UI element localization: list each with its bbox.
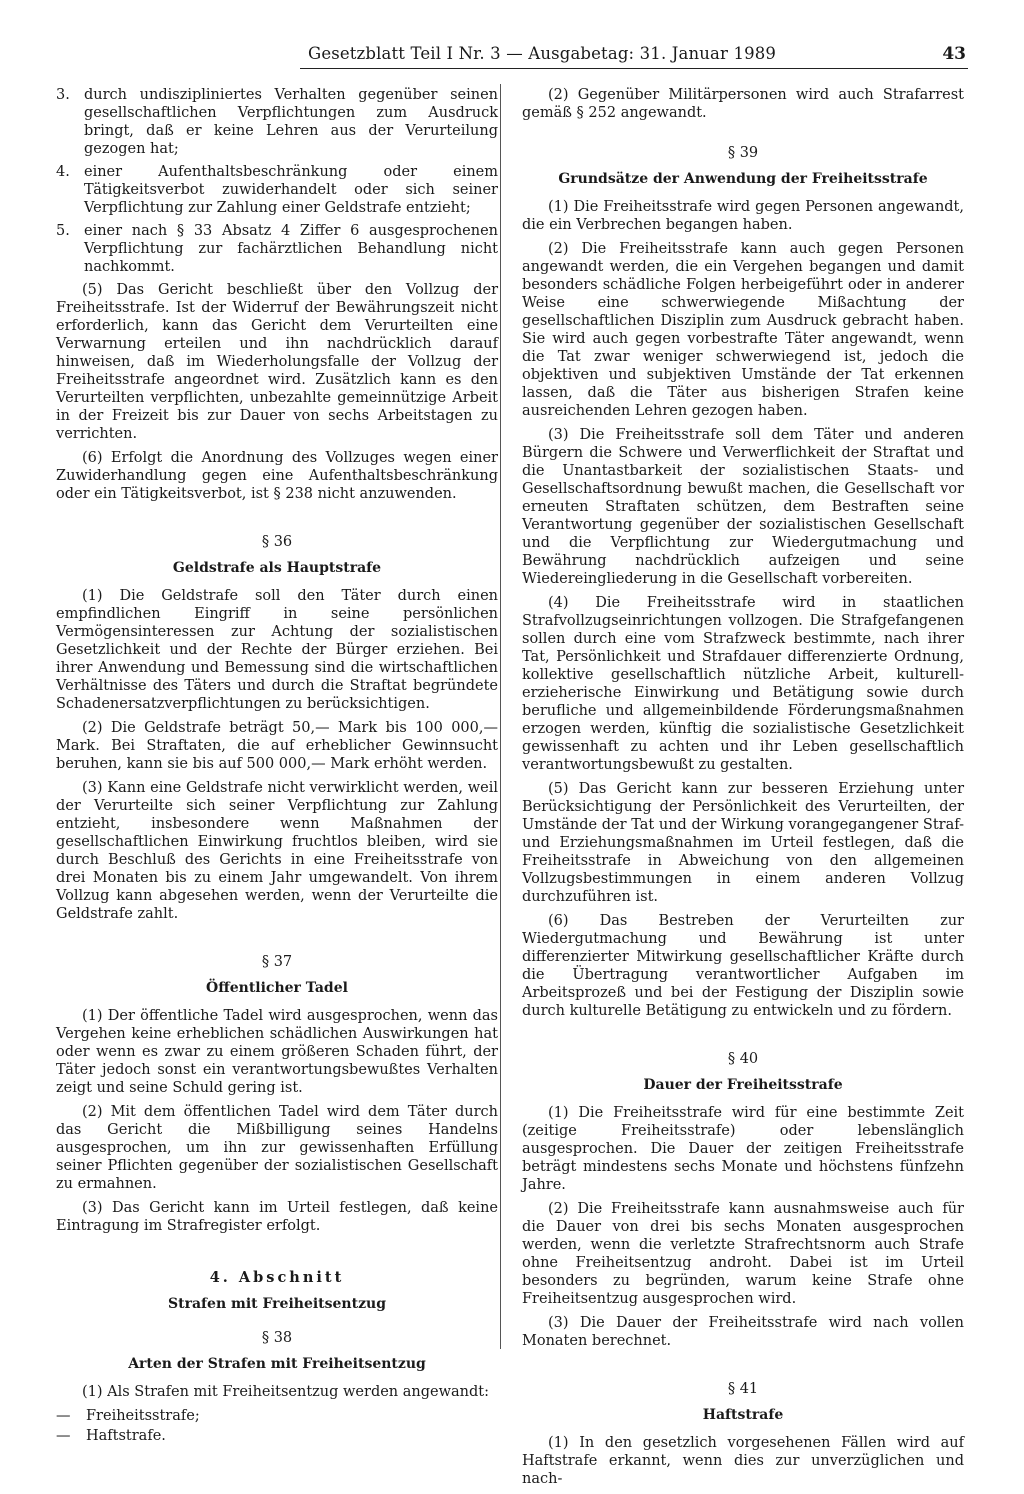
left-column — [56, 86, 498, 1447]
paragraph: (3) Die Freiheitsstrafe soll dem Täter und anderen Bürgern die Schwere und Verwerflichkeit der Straftat und die Unantastbarkeit der sozialistischen Staats- und Gesellschaftsordnung bewußt machen, die Gesellschaft vor erneuten Straftaten schützen, dem Bestraften seine Verantwortung gegenüber der sozialistischen Gesellschaft und die Verpflichtung zur Wiedergutmachung und Bewährung nachdrücklich aufzeigen und seine Wiedereingliederung in die Gesellschaft vorbereiten. — [522, 427, 964, 587]
section-title: Haftstrafe — [702, 1407, 784, 1423]
dash-list-item: — Haftstrafe. — [56, 1428, 166, 1444]
paragraph: (1) Die Geldstrafe soll den Täter durch einen empfindlichen Eingriff in seine persönlichen Vermögensinteressen zur Achtung der sozialistischen Gesetzlichkeit und der Rechte der Bürger erziehen. Bei ihrer Anwendung und Bemessung sind die wirtschaftlichen Verhältnisse des Täters und durch die Straftat begründete Schadenersatzverpflichtungen zu berücksichtigen. — [56, 588, 498, 712]
section-number: § 37 — [261, 954, 293, 970]
chapter-number: 4. Abschnitt — [209, 1269, 345, 1286]
right-column — [522, 86, 964, 1494]
paragraph: (2) Die Freiheitsstrafe kann auch gegen Personen angewandt werden, die ein Vergehen begangen und damit besonders schädliche Folgen herbeigeführt oder in anderer Weise eine schwerwiegende Mißachtung der gesellschaftlichen Disziplin zum Ausdruck gebracht haben. Sie wird auch gegen vorbestrafte Täter angewandt, wenn die Tat zwar weniger schwerwiegend ist, jedoch die objektiven und subjektiven Umstände der Tat erkennen lassen, daß die Täter aus bisherigen Strafen keine ausreichenden Lehren gezogen haben. — [522, 241, 964, 419]
section-number: § 39 — [727, 145, 759, 161]
list-item — [56, 222, 498, 276]
section-title: Öffentlicher Tadel — [206, 980, 348, 996]
paragraph: (5) Das Gericht beschließt über den Vollzug der Freiheitsstrafe. Ist der Widerruf der Bewährungszeit nicht erforderlich, kann das Gericht dem Verurteilten eine Verwarnung erteilen und ihn nachdrücklich darauf hinweisen, daß im Wiederholungsfalle der Vollzug der Freiheitsstrafe angeordnet wird. Zusätzlich kann es den Verurteilten verpflichten, unbezahlte gemeinnützige Arbeit in der Freizeit bis zur Dauer von sechs Arbeitstagen zu verrichten. — [56, 282, 498, 442]
section-title: Dauer der Freiheitsstrafe — [643, 1077, 843, 1093]
list-number: 4. — [56, 164, 70, 180]
paragraph: (2) Die Freiheitsstrafe kann ausnahmsweise auch für die Dauer von drei bis sechs Monaten ausgesprochen werden, wenn die verletzte Strafrechtsnorm auch Strafe ohne Freiheitsentzug androht. Dabei ist im Urteil besonders zu begründen, warum keine Strafe ohne Freiheitsentzug ausgesprochen wird. — [522, 1201, 964, 1307]
paragraph: (6) Erfolgt die Anordnung des Vollzuges wegen einer Zuwiderhandlung gegen eine Aufenthaltsbeschränkung oder ein Tätigkeitsverbot, ist § 238 nicht anzuwenden. — [56, 450, 498, 502]
paragraph: (1) Als Strafen mit Freiheitsentzug werden angewandt: — [82, 1384, 489, 1400]
section-number: § 36 — [261, 534, 293, 550]
list-number: 5. — [56, 223, 70, 239]
section-title: Arten der Strafen mit Freiheitsentzug — [128, 1356, 426, 1372]
section-number: § 40 — [727, 1051, 759, 1067]
list-text: durch undiszipliniertes Verhalten gegenüber seinen gesellschaftlichen Verpflichtungen zum Ausdruck bringt, daß er keine Lehren aus der Verurteilung gezogen hat; — [84, 87, 498, 157]
chapter-title: Strafen mit Freiheitsentzug — [168, 1296, 386, 1312]
list-number: 3. — [56, 87, 70, 103]
paragraph: (2) Die Geldstrafe beträgt 50,— Mark bis 100 000,— Mark. Bei Straftaten, die auf erheblicher Gewinnsucht beruhen, kann sie bis auf 500 000,— Mark erhöht werden. — [56, 720, 498, 772]
column-divider — [500, 84, 501, 1349]
header-title: Gesetzblatt Teil I Nr. 3 — Ausgabetag: 31. Januar 1989 — [308, 44, 777, 63]
list-text: einer nach § 33 Absatz 4 Ziffer 6 ausgesprochenen Verpflichtung zur fachärztlichen Behandlung nicht nachkommt. — [84, 223, 498, 275]
paragraph: (6) Das Bestreben der Verurteilten zur Wiedergutmachung und Bewährung ist unter differenzierter Mitwirkung gesellschaftlicher Kräfte durch die Übertragung verantwortlicher Aufgaben im Arbeitsprozeß und bei der Festigung der Disziplin sowie durch kulturelle Betätigung zu entwickeln und zu fördern. — [522, 913, 964, 1019]
paragraph: (3) Das Gericht kann im Urteil festlegen, daß keine Eintragung im Strafregister erfolgt. — [56, 1200, 498, 1234]
paragraph: (4) Die Freiheitsstrafe wird in staatlichen Strafvollzugseinrichtungen vollzogen. Die Strafgefangenen sollen durch eine vom Strafzweck bestimmte, nach ihrer Tat, Persönlichkeit und Strafdauer differenzierte Ordnung, kollektive gesellschaftlich nützliche Arbeit, kulturell-erzieherische Einwirkung und Betätigung sowie durch berufliche und allgemeinbildende Förderungsmaßnahmen erzogen werden, künftig die sozialistische Gesetzlichkeit gewissenhaft zu achten und ihr Leben gesellschaftlich verantwortungsbewußt zu gestalten. — [522, 595, 964, 773]
dash-list-text: Freiheitsstrafe; — [86, 1408, 200, 1424]
section-title: Geldstrafe als Hauptstrafe — [172, 560, 382, 576]
list-text: einer Aufenthaltsbeschränkung oder einem Tätigkeitsverbot zuwiderhandelt oder sich seiner Verpflichtung zur Zahlung einer Geldstrafe entzieht; — [84, 164, 498, 216]
paragraph: (5) Das Gericht kann zur besseren Erziehung unter Berücksichtigung der Persönlichkeit des Verurteilten, der Umstände der Tat und der Wirkung vorangegangener Straf- und Erziehungsmaßnahmen im Urteil festlegen, daß die Freiheitsstrafe in Abweichung von den allgemeinen Vollzugsbestimmungen in einem anderen Vollzug durchzuführen ist. — [522, 781, 964, 905]
page-number: 43 — [942, 44, 966, 64]
paragraph: (1) In den gesetzlich vorgesehenen Fällen wird auf Haftstrafe erkannt, wenn dies zur unverzüglichen und nach- — [522, 1435, 964, 1487]
paragraph: (3) Die Dauer der Freiheitsstrafe wird nach vollen Monaten berechnet. — [522, 1315, 964, 1349]
list-item — [56, 86, 498, 158]
paragraph: (1) Die Freiheitsstrafe wird für eine bestimmte Zeit (zeitige Freiheitsstrafe) oder lebenslänglich ausgesprochen. Die Dauer der zeitigen Freiheitsstrafe beträgt mindestens sechs Monate und höchstens fünfzehn Jahre. — [522, 1105, 964, 1193]
dash-list-item: — Freiheitsstrafe; — [56, 1408, 200, 1424]
paragraph: (2) Mit dem öffentlichen Tadel wird dem Täter durch das Gericht die Mißbilligung seines Handelns ausgesprochen, um ihn zur gewissenhaften Erfüllung seiner Pflichten gegenüber der sozialistischen Gesellschaft zu ermahnen. — [56, 1104, 498, 1192]
page-header — [300, 42, 968, 69]
paragraph: (1) Der öffentliche Tadel wird ausgesprochen, wenn das Vergehen keine erheblichen schädlichen Auswirkungen hat oder wenn es zwar zu einem größeren Schaden führt, der Täter jedoch sonst ein verantwortungsbewußtes Verhalten zeigt und seine Schuld gering ist. — [56, 1008, 498, 1096]
section-number: § 38 — [261, 1330, 293, 1346]
dash-list-text: Haftstrafe. — [86, 1428, 166, 1444]
list-item — [56, 163, 498, 217]
paragraph: (3) Kann eine Geldstrafe nicht verwirklicht werden, weil der Verurteilte sich seiner Verpflichtung zur Zahlung entzieht, insbesondere wenn Maßnahmen der gesellschaftlichen Einwirkung fruchtlos bleiben, wird sie durch Beschluß des Gerichts in eine Freiheitsstrafe von drei Monaten bis zu einem Jahr umgewandelt. Von ihrem Vollzug kann abgesehen werden, wenn der Verurteilte die Geldstrafe zahlt. — [56, 780, 498, 922]
section-number: § 41 — [727, 1381, 759, 1397]
paragraph: (1) Die Freiheitsstrafe wird gegen Personen angewandt, die ein Verbrechen begangen haben. — [522, 199, 964, 233]
section-title: Grundsätze der Anwendung der Freiheitsstrafe — [558, 171, 928, 187]
paragraph: (2) Gegenüber Militärpersonen wird auch Strafarrest gemäß § 252 angewandt. — [522, 87, 964, 121]
